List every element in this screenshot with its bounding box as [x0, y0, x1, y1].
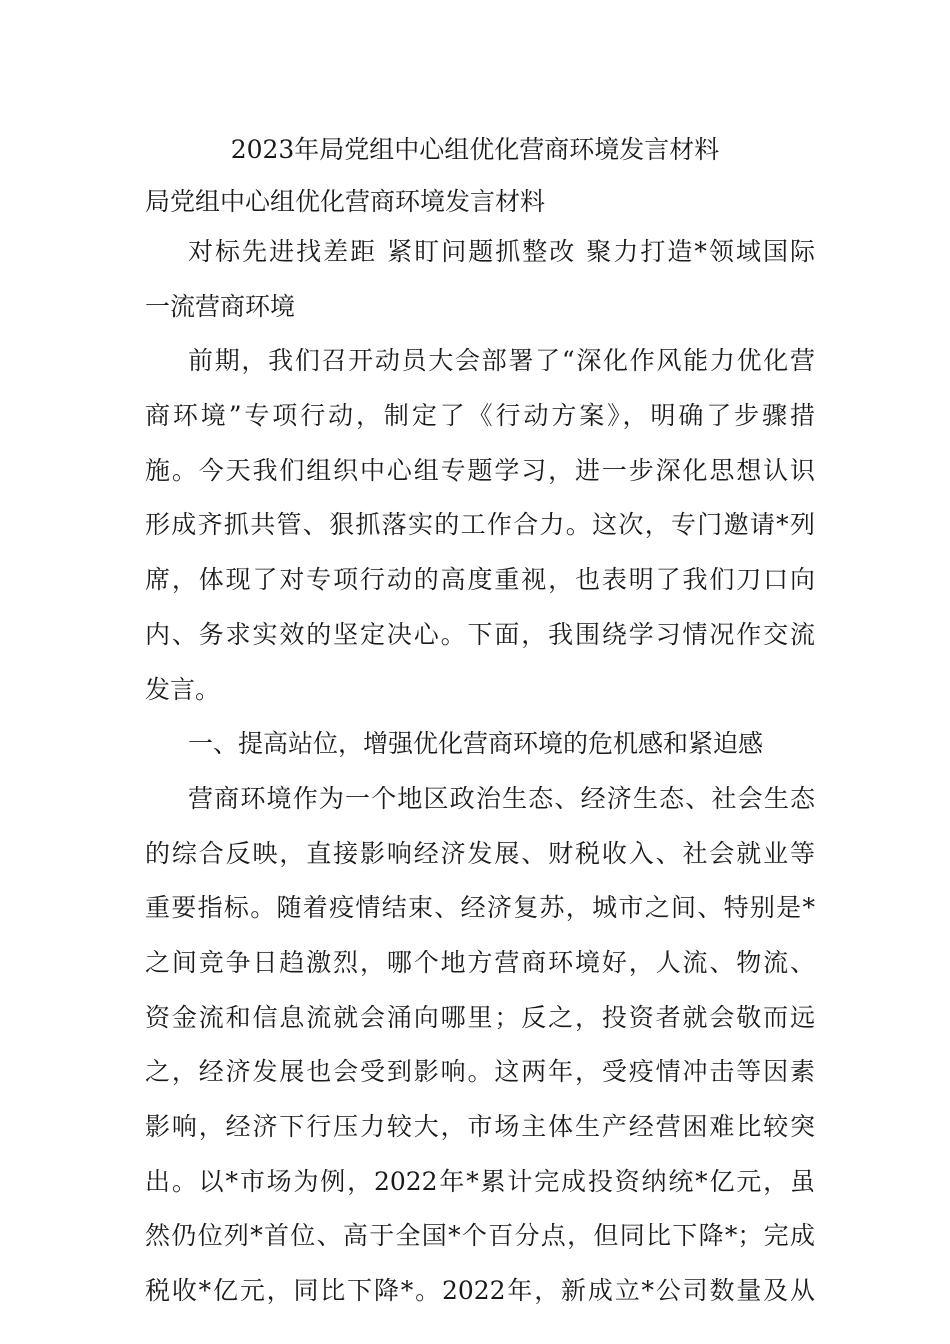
paragraph-line: 商环境”专项行动，制定了《行动方案》，明确了步骤措 — [145, 401, 815, 431]
paragraph-line: 资金流和信息流就会涌向哪里；反之，投资者就会敬而远 — [145, 1002, 815, 1032]
paragraph-line: 发言。 — [145, 674, 221, 704]
heading-line: 一流营商环境 — [145, 291, 296, 321]
paragraph-line: 然仍位列*首位、高于全国*个百分点，但同比下降*；完成 — [145, 1221, 815, 1251]
document-subtitle: 局党组中心组优化营商环境发言材料 — [145, 187, 546, 216]
paragraph-line: 税收*亿元，同比下降*。2022年，新成立*公司数量及从 — [145, 1276, 815, 1306]
paragraph-line: 前期，我们召开动员大会部署了“深化作风能力优化营 — [188, 346, 815, 376]
paragraph-line: 的综合反映，直接影响经济发展、财税收入、社会就业等 — [145, 838, 815, 868]
document-body — [145, 225, 815, 1319]
document-title: 2023年局党组中心组优化营商环境发言材料 — [230, 135, 720, 164]
paragraph-line: 重要指标。随着疫情结束、经济复苏，城市之间、特别是* — [145, 893, 815, 923]
paragraph-line: 施。今天我们组织中心组专题学习，进一步深化思想认识 — [145, 455, 815, 485]
paragraph-line: 之，经济发展也会受到影响。这两年，受疫情冲击等因素 — [145, 1057, 815, 1087]
section-heading: 一、提高站位，增强优化营商环境的危机感和紧迫感 — [188, 729, 764, 759]
paragraph-line: 影响，经济下行压力较大，市场主体生产经营困难比较突 — [145, 1112, 815, 1141]
paragraph-line: 营商环境作为一个地区政治生态、经济生态、社会生态 — [188, 783, 815, 813]
paragraph-line: 之间竞争日趋激烈，哪个地方营商环境好，人流、物流、 — [145, 947, 815, 977]
paragraph-line: 出。以*市场为例，2022年*累计完成投资纳统*亿元，虽 — [145, 1166, 815, 1196]
paragraph-line: 席，体现了对专项行动的高度重视，也表明了我们刀口向 — [145, 565, 815, 595]
paragraph-line: 形成齐抓共管、狠抓落实的工作合力。这次，专门邀请*列 — [145, 510, 815, 540]
heading-line: 对标先进找差距 紧盯问题抓整改 聚力打造*领域国际 — [188, 237, 815, 266]
paragraph-line: 内、务求实效的坚定决心。下面，我围绕学习情况作交流 — [145, 619, 815, 649]
